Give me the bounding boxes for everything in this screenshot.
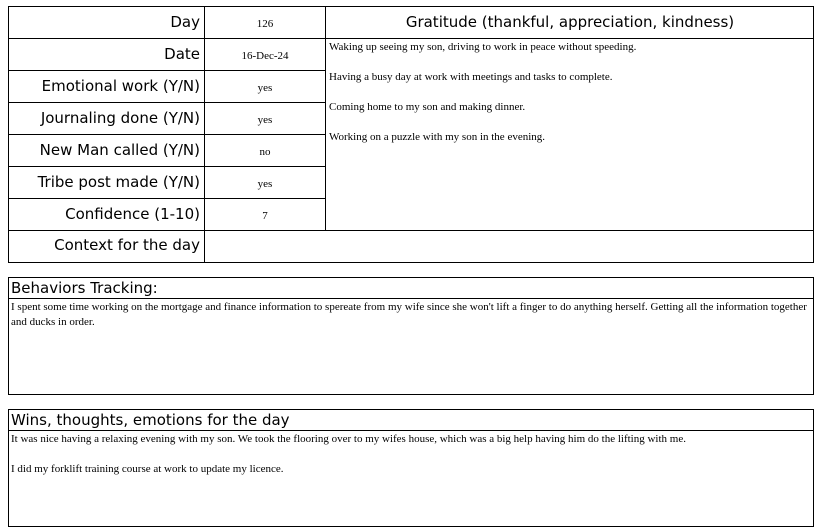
wins-paragraph: I did my forklift training course at work to update my licence. [11, 463, 284, 475]
day-label: Day [9, 7, 205, 39]
tribe-post-label: Tribe post made (Y/N) [9, 167, 205, 199]
wins-title: Wins, thoughts, emotions for the day [9, 410, 813, 431]
wins-paragraph: It was nice having a relaxing evening with my son. We took the flooring over to my wifes house, which was a big help having him do the lifting with me. [11, 433, 686, 445]
confidence-value[interactable]: 7 [205, 199, 326, 231]
journaling-label: Journaling done (Y/N) [9, 103, 205, 135]
journaling-value[interactable]: yes [205, 103, 326, 135]
new-man-called-value[interactable]: no [205, 135, 326, 167]
tribe-post-value[interactable]: yes [205, 167, 326, 199]
new-man-called-label: New Man called (Y/N) [9, 135, 205, 167]
date-value[interactable]: 16-Dec-24 [205, 39, 326, 71]
wins-section [8, 409, 814, 527]
emotional-work-value[interactable]: yes [205, 71, 326, 103]
gratitude-item: Waking up seeing my son, driving to work in peace without speeding. [329, 41, 637, 53]
gratitude-item: Having a busy day at work with meetings and tasks to complete. [329, 71, 613, 83]
gratitude-item: Working on a puzzle with my son in the evening. [329, 131, 546, 143]
date-label: Date [9, 39, 205, 71]
emotional-work-label: Emotional work (Y/N) [9, 71, 205, 103]
behaviors-section [8, 277, 814, 395]
gratitude-title: Gratitude (thankful, appreciation, kindness) [326, 7, 814, 39]
daily-summary-table [8, 6, 814, 263]
gratitude-item: Coming home to my son and making dinner. [329, 101, 526, 113]
confidence-label: Confidence (1-10) [9, 199, 205, 231]
behaviors-text[interactable]: I spent some time working on the mortgage and finance information to spereate from my wife since she won't lift a finger to do anything herself. Getting all the information together and ducks in order. [11, 301, 807, 328]
gratitude-cell[interactable] [326, 39, 814, 231]
context-label: Context for the day [9, 231, 205, 262]
wins-text[interactable] [9, 431, 813, 477]
day-value[interactable]: 126 [205, 7, 326, 39]
context-value[interactable] [205, 231, 814, 262]
behaviors-title: Behaviors Tracking: [9, 278, 813, 299]
